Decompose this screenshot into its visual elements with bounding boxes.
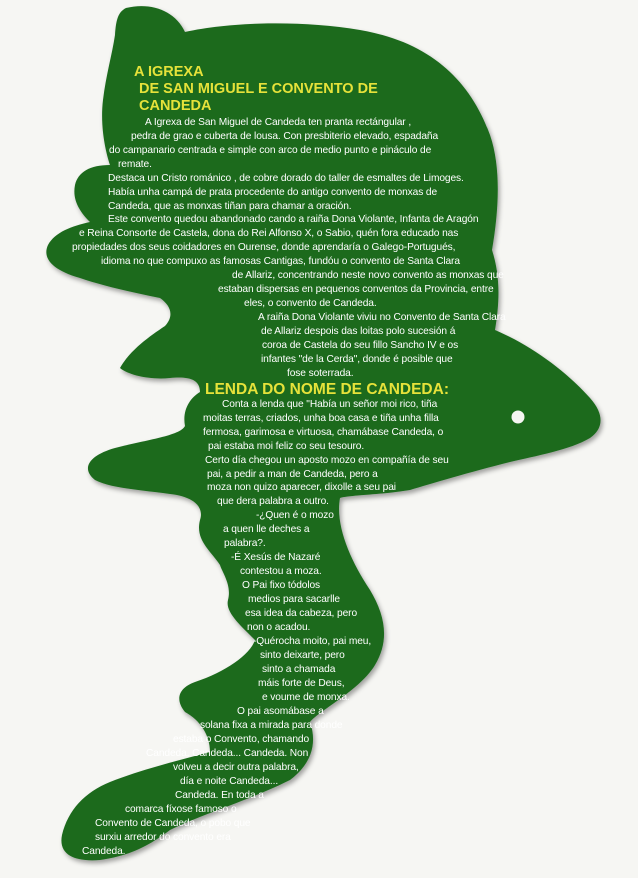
section1-line: Este convento quedou abandonado cando a raiña Dona Violante, Infanta de Aragón bbox=[108, 214, 479, 225]
section1-line: de Allariz despois das loitas polo sucesión á bbox=[261, 326, 456, 337]
section2-line: fermosa, garimosa e virtuosa, chamábase Candeda, o bbox=[203, 427, 444, 438]
section2-line: surxiu arredor do convento era bbox=[95, 832, 231, 843]
section2-line: medios para sacarlle bbox=[248, 594, 340, 605]
section2-line: sinto a chamada bbox=[262, 664, 336, 675]
section2-line: Candeda. En toda a bbox=[175, 790, 264, 801]
section2-line: Candeda. bbox=[82, 846, 126, 857]
section1-heading-line-3: CANDEDA bbox=[139, 98, 212, 114]
section1-line: A Igrexa de San Miguel de Candeda ten pranta rectángular , bbox=[145, 117, 412, 128]
section1-line: e Reina Consorte de Castela, dona do Rei Alfonso X, o Sabio, quén fora educado nas bbox=[79, 228, 459, 239]
section2-line: moza non quizo aparecer, dixolle a seu pai bbox=[207, 482, 396, 493]
section2-line: Conta a lenda que "Había un señor moi rico, tiña bbox=[222, 399, 438, 410]
section2-line: palabra?. bbox=[224, 538, 266, 549]
hanging-hole bbox=[512, 411, 525, 424]
section2-line: contestou a moza. bbox=[240, 566, 322, 577]
section2-line: Convento de Candeda, o pobo que bbox=[95, 818, 251, 829]
section2-line: a quen lle deches a bbox=[223, 524, 310, 535]
section1-line: A raiña Dona Violante viviu no Convento de Santa Clara bbox=[258, 312, 506, 323]
section1-line: coroa de Castela do seu fillo Sancho IV e os bbox=[262, 340, 459, 351]
section1-line: eles, o convento de Candeda. bbox=[244, 298, 377, 309]
section2-line: estaba o Convento, chamando bbox=[173, 734, 310, 745]
section2-line: Certo día chegou un aposto mozo en compañía de seu bbox=[205, 455, 449, 466]
section1-line: infantes "de la Cerda", donde é posible que bbox=[261, 354, 453, 365]
section2-line: -É Xesús de Nazaré bbox=[231, 552, 321, 563]
section2-line: día e noite Candeda... bbox=[180, 776, 279, 787]
section1-heading-line-2: DE SAN MIGUEL E CONVENTO DE bbox=[139, 81, 378, 97]
section2-line: e voume de monxa. bbox=[262, 692, 350, 703]
section2-line: solana fixa a mirada para donde bbox=[200, 720, 343, 731]
section2-line: moitas terras, criados, unha boa casa e tiña unha filla bbox=[203, 413, 439, 424]
section1-line: estaban dispersas en pequenos conventos da Provincia, entre bbox=[218, 284, 494, 295]
section2-line: O Pai fixo tódolos bbox=[242, 580, 321, 591]
section2-line: comarca fíxose famoso o bbox=[125, 804, 237, 815]
section1-line: Candeda, que as monxas tiñan para chamar a oración. bbox=[108, 201, 352, 212]
section1-heading-line-1: A IGREXA bbox=[134, 64, 204, 80]
section2-line: pai estaba moi feliz co seu tesouro. bbox=[208, 441, 365, 452]
section2-line: O pai asomábase a bbox=[237, 706, 324, 717]
section1-line: Había unha campá de prata procedente do antigo convento de monxas de bbox=[108, 187, 438, 198]
section1-line: pedra de grao e cuberta de lousa. Con presbiterio elevado, espadaña bbox=[131, 131, 439, 142]
section2-heading: LENDA DO NOME DE CANDEDA: bbox=[205, 381, 449, 398]
section2-line: máis forte de Deus, bbox=[258, 678, 345, 689]
section1-line: de Allariz, concentrando neste novo convento as monxas que bbox=[232, 270, 504, 281]
section1-line: Destaca un Cristo románico , de cobre dorado do taller de esmaltes de Limoges. bbox=[108, 173, 464, 184]
section1-line: idioma no que compuxo as famosas Cantigas, fundóu o convento de Santa Clara bbox=[101, 256, 460, 267]
section2-line: sinto deixarte, pero bbox=[260, 650, 345, 661]
section2-line: que dera palabra a outro. bbox=[217, 496, 329, 507]
section2-line: -¿Quen é o mozo bbox=[256, 510, 334, 521]
section1-line: remate. bbox=[118, 159, 152, 170]
section1-line: do campanario centrada e simple con arco de medio punto e pináculo de bbox=[109, 145, 432, 156]
section2-line: volveu a decir outra palabra, bbox=[173, 762, 299, 773]
section2-line: pai, a pedir a man de Candeda, pero a bbox=[207, 469, 378, 480]
section2-line: non o acadou. bbox=[247, 622, 311, 633]
section1-line: fose soterrada. bbox=[287, 368, 354, 379]
section2-line: -Quérocha moito, pai meu, bbox=[253, 636, 372, 647]
section2-line: Candeda, Candeda... Candeda. Non bbox=[146, 748, 309, 759]
section1-line: propiedades dos seus coidadores en Ourense, donde aprendaría o Galego-Portugués, bbox=[72, 242, 456, 253]
section2-line: esa idea da cabeza, pero bbox=[245, 608, 358, 619]
